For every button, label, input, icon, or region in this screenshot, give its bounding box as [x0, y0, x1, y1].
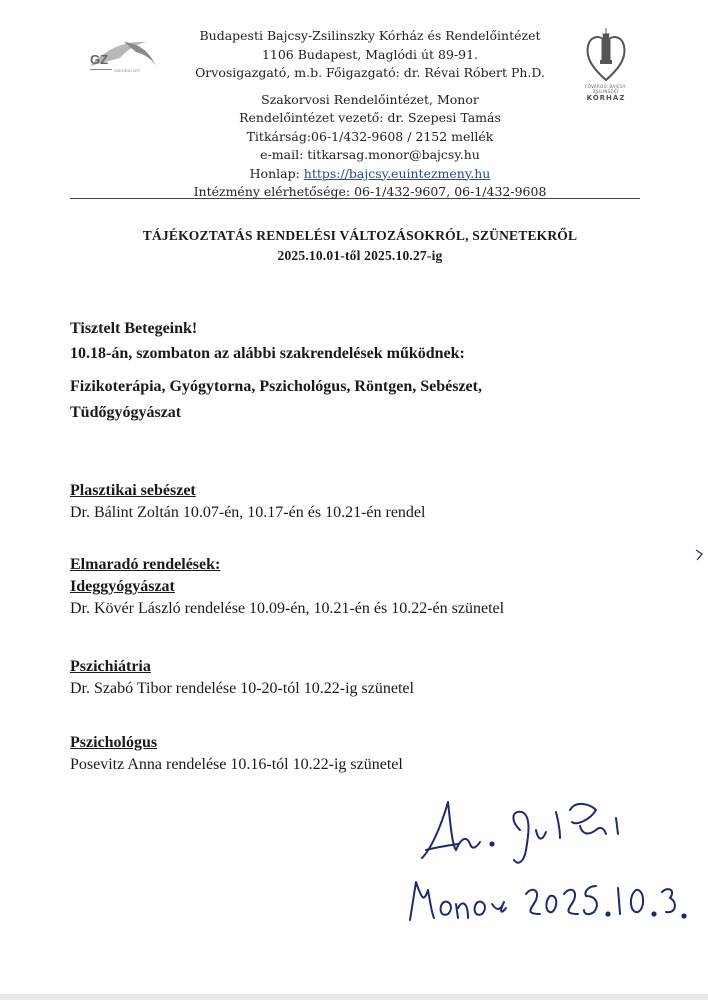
header-line: Budapesti Bajcsy-Zsilinszky Kórház és Rendelőintézet — [199, 28, 541, 43]
institution-header — [160, 27, 580, 202]
section-heading: Plasztikai sebészet — [70, 482, 196, 499]
section-psychology — [70, 732, 670, 776]
section-cancelled — [70, 554, 670, 620]
title-line: TÁJÉKOZTATÁS RENDELÉSI VÁLTOZÁSOKRÓL, SZÜNETEKRŐL — [142, 228, 578, 243]
header-divider — [70, 198, 640, 199]
section-text: Posevitz Anna rendelése 10.16-tól 10.22-ig szünetel — [70, 756, 403, 773]
notice-title — [60, 226, 660, 266]
gz-logo-small-text: SZEGEDI ZRT — [114, 68, 141, 73]
section-heading: Pszichiátria — [70, 658, 151, 675]
header-line: e-mail: titkarsag.monor@bajcsy.hu — [260, 147, 480, 162]
pen-mark — [694, 548, 704, 562]
gz-logo — [84, 36, 164, 78]
greeting-block — [70, 316, 670, 366]
gz-logo-letters: GZ — [90, 52, 109, 67]
section-text: Dr. Bálint Zoltán 10.07-én, 10.17-én és 10.21-én rendel — [70, 504, 426, 521]
contact-line: Intézmény elérhetősége: 06-1/432-9607, 06-1/432-9608 — [193, 184, 547, 199]
page-bottom-edge — [0, 994, 708, 1000]
gz-logo-graphic — [84, 36, 164, 78]
homepage-label: Honlap: — [249, 165, 300, 181]
header-line: Titkárság:06-1/432-9608 / 2152 mellék — [246, 128, 494, 144]
header-line: 1106 Budapest, Maglódi út 89-91. — [261, 46, 479, 62]
section-text: Dr. Szabó Tibor rendelése 10-20-tól 10.22-ig szünetel — [70, 680, 414, 697]
saturday-intro: 10.18-án, szombaton az alábbi szakrendelések működnek: — [70, 345, 465, 362]
hospital-logo — [578, 26, 634, 102]
salutation: Tisztelt Betegeink! — [70, 320, 198, 337]
cancelled-heading: Elmaradó rendelések: — [70, 556, 221, 573]
header-line: Rendelőintézet vezető: dr. Szepesi Tamás — [239, 110, 501, 125]
header-line: Szakorvosi Rendelőintézet, Monor — [261, 91, 479, 107]
homepage-link[interactable]: https://bajcsy.euintezmeny.hu — [303, 165, 491, 181]
section-plastic-surgery — [70, 480, 670, 524]
homepage-line — [160, 165, 580, 184]
header-line: Orvosigazgató, m.b. Főigazgató: dr. Révai Róbert Ph.D. — [195, 65, 545, 80]
section-psychiatry — [70, 656, 670, 700]
logo-caption-small: FŐVÁROSI BAJCSY-ZSILINSZKY — [585, 84, 627, 94]
section-heading: Ideggyógyászat — [70, 578, 175, 595]
logo-caption-main: KÓRHÁZ — [586, 94, 626, 102]
handwritten-signature — [400, 790, 700, 940]
section-heading: Pszichológus — [70, 734, 158, 751]
heart-tower-logo — [586, 26, 626, 82]
section-text: Dr. Kövér László rendelése 10.09-én, 10.21-én és 10.22-én szünetel — [70, 600, 505, 617]
saturday-services: Fizikoterápia, Gyógytorna, Pszichológus, Röntgen, Sebészet, Tüdőgyógyászat — [70, 378, 482, 421]
title-date-range: 2025.10.01-től 2025.10.27-ig — [277, 248, 443, 263]
